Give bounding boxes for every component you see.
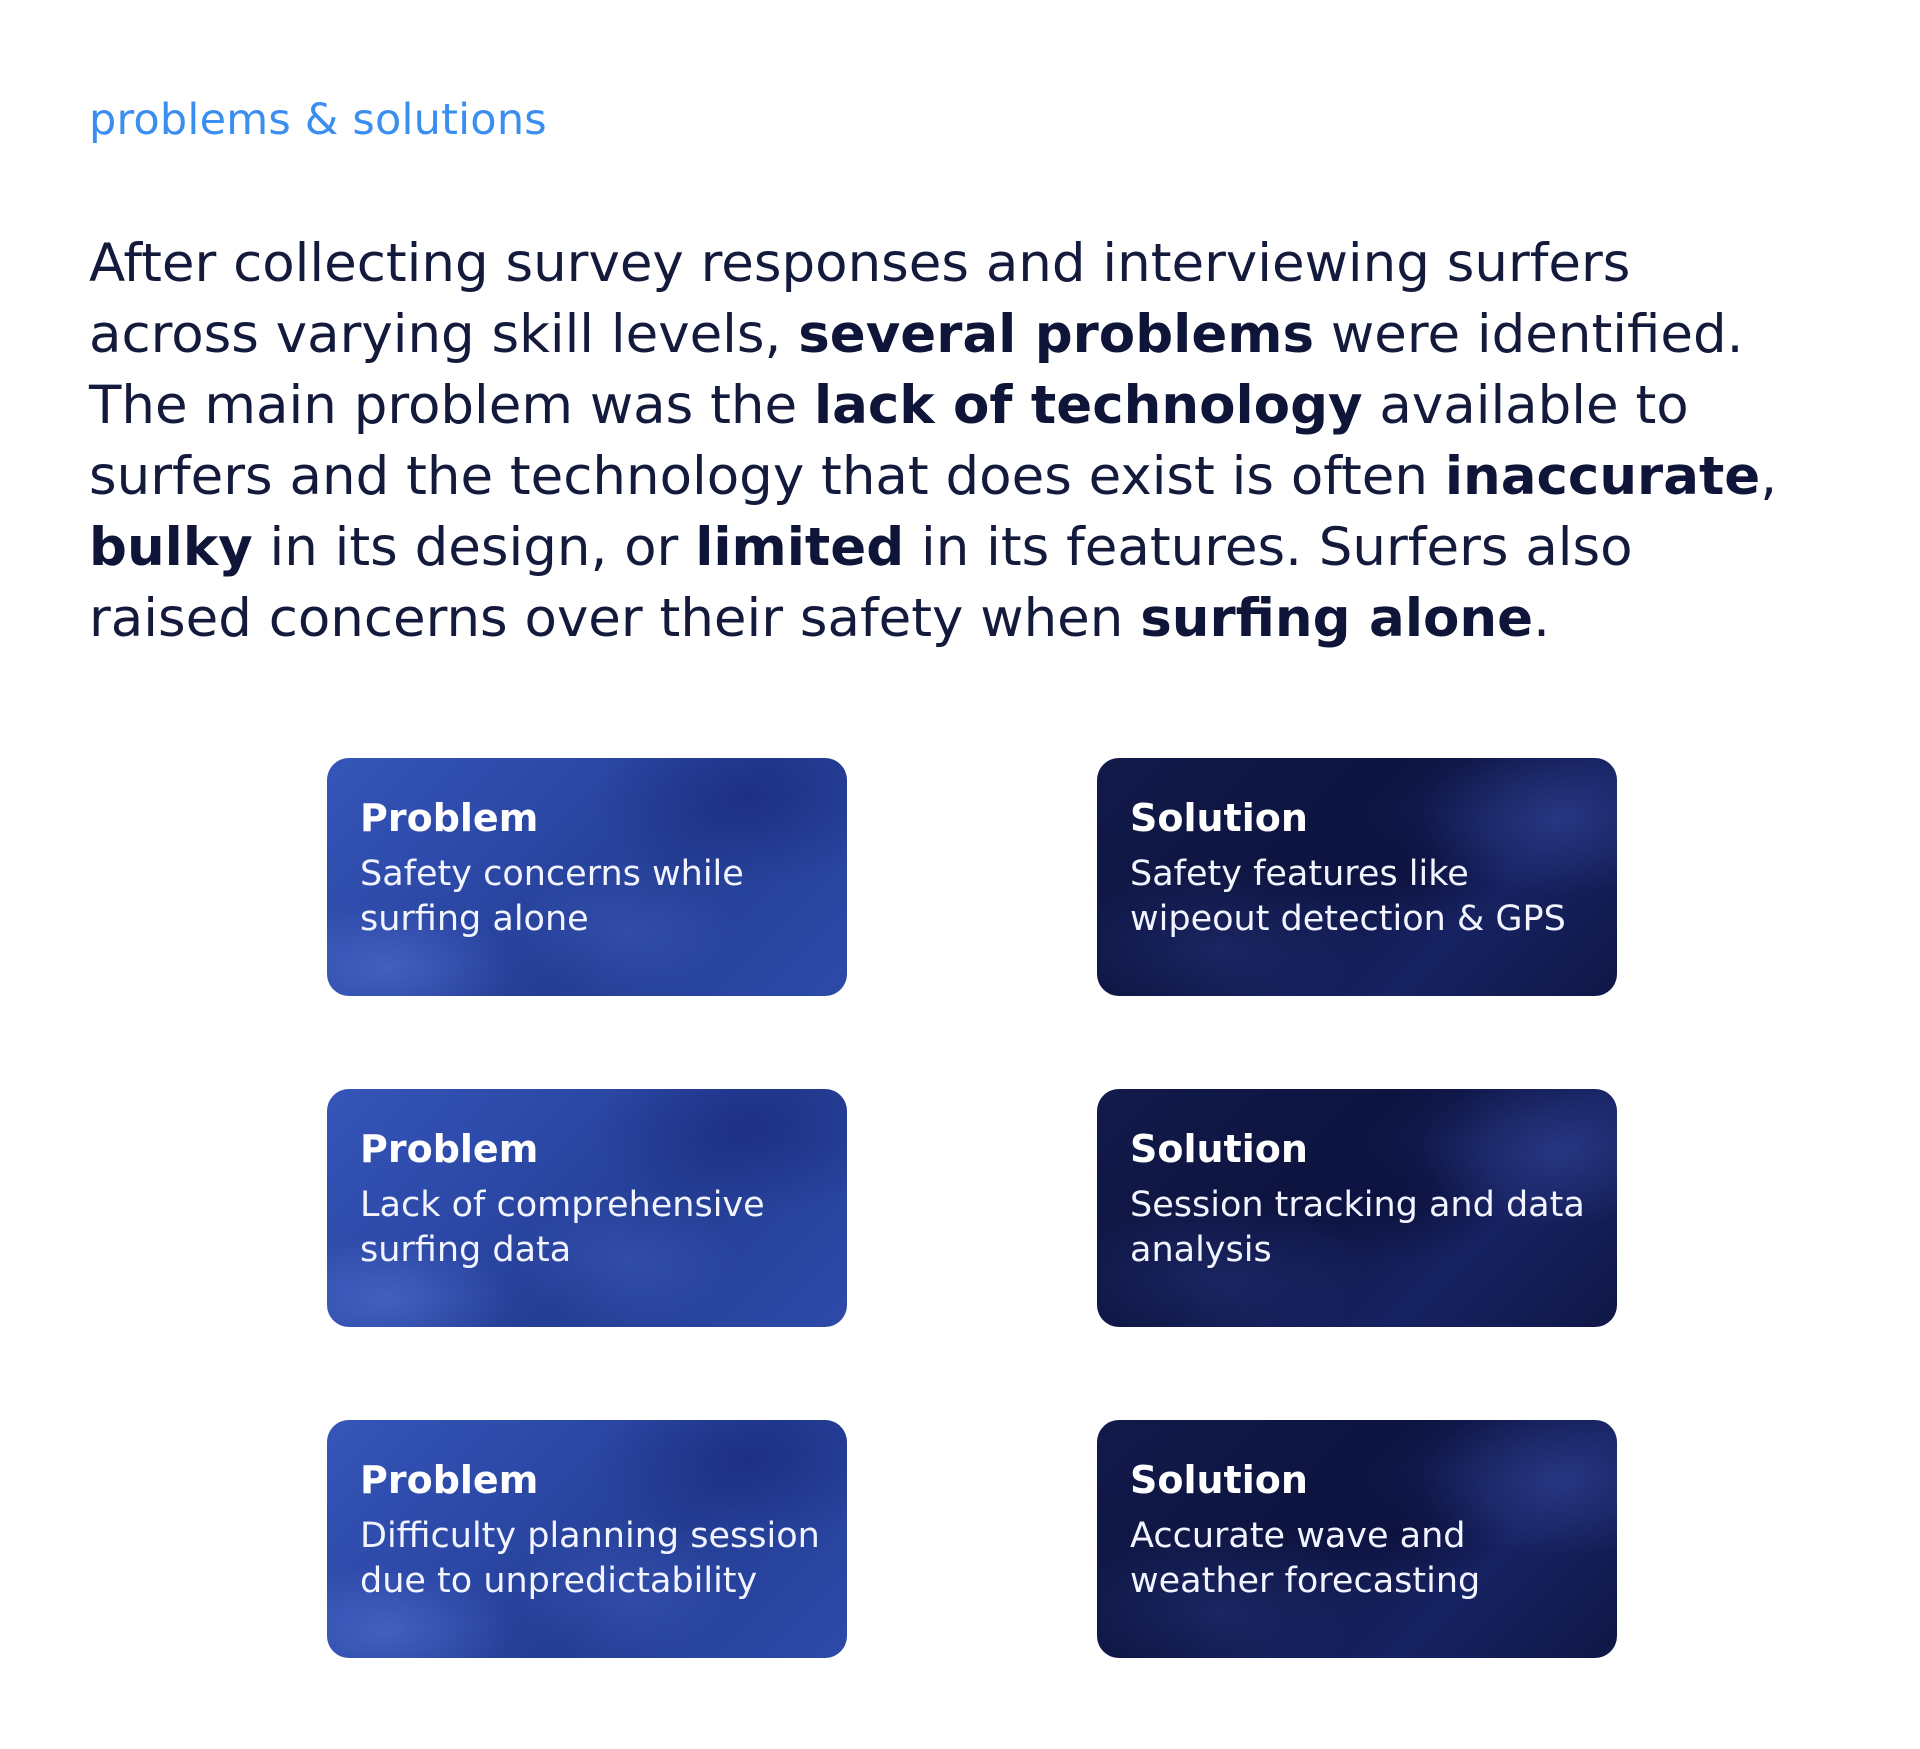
intro-text: across varying skill levels, xyxy=(89,304,799,365)
solution-card-2 xyxy=(1097,1089,1617,1327)
intro-line xyxy=(89,228,1889,299)
problem-card-text xyxy=(360,852,817,942)
intro-text: in its features. Surfers also xyxy=(904,517,1633,578)
problem-card-title: Problem xyxy=(360,796,539,840)
intro-paragraph xyxy=(89,228,1889,654)
problem-card-3 xyxy=(327,1420,847,1658)
intro-line xyxy=(89,512,1889,583)
solution-card-text xyxy=(1130,852,1587,942)
solution-card-title: Solution xyxy=(1130,796,1308,840)
card-text-line: Difficulty planning session xyxy=(360,1516,820,1556)
card-text-line: surfing data xyxy=(360,1230,572,1270)
problem-card-title: Problem xyxy=(360,1127,539,1171)
card-text-line: Lack of comprehensive xyxy=(360,1185,765,1225)
intro-text: . xyxy=(1533,588,1550,649)
solution-card-title: Solution xyxy=(1130,1458,1308,1502)
section-label: problems & solutions xyxy=(89,95,547,145)
intro-text: in its design, or xyxy=(252,517,696,578)
problem-card-title: Problem xyxy=(360,1458,539,1502)
solution-card-text xyxy=(1130,1183,1587,1273)
card-text-line: due to unpredictability xyxy=(360,1561,758,1601)
intro-text: were identified. xyxy=(1314,304,1744,365)
intro-emphasis: surfing alone xyxy=(1140,588,1534,649)
intro-text: raised concerns over their safety when xyxy=(89,588,1141,649)
problem-card-text xyxy=(360,1183,817,1273)
problem-card-2 xyxy=(327,1089,847,1327)
card-text-line: Safety concerns while xyxy=(360,854,744,894)
intro-line xyxy=(89,441,1889,512)
solution-card-title: Solution xyxy=(1130,1127,1308,1171)
card-text-line: Session tracking and data xyxy=(1130,1185,1585,1225)
intro-line xyxy=(89,583,1889,654)
problem-card-1 xyxy=(327,758,847,996)
intro-line xyxy=(89,299,1889,370)
intro-emphasis: limited xyxy=(695,517,905,578)
solution-card-3 xyxy=(1097,1420,1617,1658)
solution-card-1 xyxy=(1097,758,1617,996)
problem-card-text xyxy=(360,1514,820,1604)
intro-emphasis: lack of technology xyxy=(813,375,1363,436)
card-text-line: analysis xyxy=(1130,1230,1272,1270)
card-text-line: surfing alone xyxy=(360,899,589,939)
intro-text: The main problem was the xyxy=(89,375,814,436)
card-text-line: Accurate wave and xyxy=(1130,1516,1466,1556)
card-text-line: Safety features like xyxy=(1130,854,1469,894)
intro-emphasis: inaccurate xyxy=(1444,446,1761,507)
intro-text: , xyxy=(1760,446,1778,507)
card-text-line: wipeout detection & GPS xyxy=(1130,899,1566,939)
intro-text: available to xyxy=(1362,375,1689,436)
solution-card-text xyxy=(1130,1514,1587,1604)
intro-text: surfers and the technology that does exist is often xyxy=(89,446,1445,507)
intro-emphasis: bulky xyxy=(89,517,253,578)
intro-text: After collecting survey responses and interviewing surfers xyxy=(89,233,1631,294)
intro-line xyxy=(89,370,1889,441)
card-text-line: weather forecasting xyxy=(1130,1561,1481,1601)
intro-emphasis: several problems xyxy=(798,304,1315,365)
